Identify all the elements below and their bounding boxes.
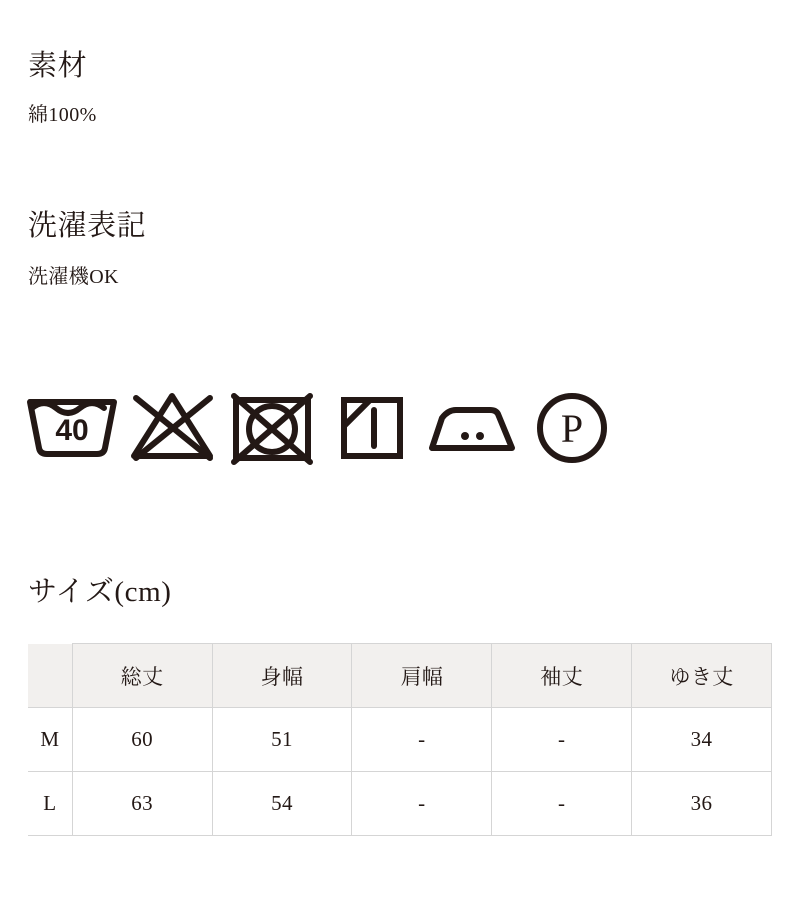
material-section <box>28 52 97 125</box>
dry-clean-letter-label: P <box>560 406 584 451</box>
size-table <box>28 643 772 836</box>
row-header-m: M <box>28 708 72 772</box>
column-header-sleeve-length: 袖丈 <box>492 644 632 708</box>
table-row <box>28 708 772 772</box>
table-corner-cell <box>28 644 72 708</box>
no-tumble-dry-icon <box>222 378 322 478</box>
table-header-row <box>28 644 772 708</box>
size-section <box>28 578 171 607</box>
cell-m-total-length: 60 <box>72 708 212 772</box>
wash-care-section <box>28 212 146 287</box>
no-bleach-icon <box>122 378 222 478</box>
material-value: 綿100% <box>28 104 97 126</box>
cell-l-yuki-length: 36 <box>632 772 772 836</box>
table-row <box>28 772 772 836</box>
row-header-l: L <box>28 772 72 836</box>
cell-l-total-length: 63 <box>72 772 212 836</box>
iron-low-heat-icon <box>422 378 522 478</box>
dry-clean-p-icon <box>522 378 622 478</box>
cell-m-shoulder-width: - <box>352 708 492 772</box>
washing-machine-40-icon <box>22 378 122 478</box>
drip-dry-in-shade-icon <box>322 378 422 478</box>
wash-care-value: 洗濯機OK <box>28 266 119 288</box>
column-header-yuki-length: ゆき丈 <box>632 644 772 708</box>
cell-l-shoulder-width: - <box>352 772 492 836</box>
column-header-total-length: 総丈 <box>72 644 212 708</box>
wash-temp-label: 40 <box>55 414 89 447</box>
size-heading: サイズ(cm) <box>28 576 172 608</box>
wash-care-heading: 洗濯表記 <box>28 210 147 242</box>
cell-l-sleeve-length: - <box>492 772 632 836</box>
material-heading: 素材 <box>28 50 88 82</box>
cell-m-body-width: 51 <box>212 708 352 772</box>
column-header-body-width: 身幅 <box>212 644 352 708</box>
cell-m-sleeve-length: - <box>492 708 632 772</box>
cell-l-body-width: 54 <box>212 772 352 836</box>
column-header-shoulder-width: 肩幅 <box>352 644 492 708</box>
care-symbol-row <box>22 378 722 478</box>
cell-m-yuki-length: 34 <box>632 708 772 772</box>
